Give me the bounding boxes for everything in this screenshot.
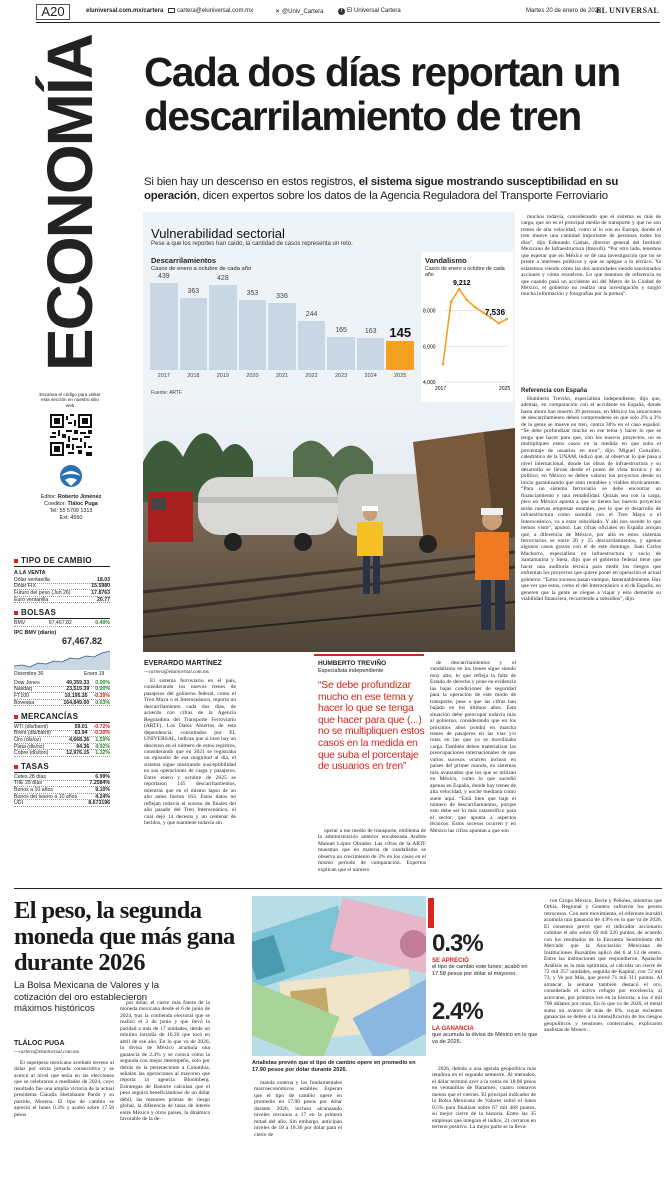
bar-value-label: 439: [157, 272, 170, 280]
eagle-logo-icon: [56, 464, 86, 490]
bar-value-label: 336: [276, 293, 288, 301]
article2-col1: El superpeso mexicano arrebató terreno al dólar por sexta jornada consecutiva y se acercó al nivel que tenía en las elecciones que se celebraron a mediados de 2024, cuyo resultado fue una amplia victoria de la actual presidenta Claudia Sheinbaum Pardo y su partido, Morena. El tipo de cambio se apreció el lunes 0.3% y acabó sobre 17.58 pesos: [14, 1060, 114, 1118]
article1-headline: [144, 50, 664, 138]
bar-year-label: 2019: [216, 373, 229, 379]
commodity-cell: 12,976.15: [66, 750, 90, 757]
article1-col4b: Humberto Treviño, especialista independiente, dijo que, además, en comparación con el accidente en España, donde hasta ahora han muerto 39 personas, en México las situaciones de descarrilamiento deben comprenderse en que solo 2% a 3% de la gente se mueve en tren, contra 30% en el caso español. “Se debe profundizar mucho en ese tema y hacer lo que se tenga que hacer para que, con los nuevos proyectos, no se multipliquen estos casos en la medida en que suba el porcentaje de usuarios en tren”, dijo. Miguel González, catedrático de la UNAM, indicó que, al observar lo que pasa a nivel internacional, donde las obras de infraestructura y su desarrollo se llevan desde el punto de vista técnico y no político, en México se deben valorar los proyectos desde su inicio garantizando que sean rentables y viables técnicamente. “Para un sistema ferroviario se debe encontrar un financiamiento y una rentabilidad. Quizás sea con la carga, pero en México apunta a que se tienen los nuevos proyectos serán nuevas empresas estatales, por lo que el desarrollo de infraestructura como sucedió con el Tren Maya o el Interoceánico, va a estar subsidiado. Y ahí nos sucede lo que hemos visto”, apuntó. Las cifras oficiales en España arrojan que, a diferencia de México, por allá es estos sistemas ferroviarios se entre 20 y 25 descarrilamientos, y apenas algunos casos graves con el de este domingo. Juan Carlos Machorro, especialista en infraestructura y socio de Santamarina y Steta, dijo que el gobierno federal tiene que hacer una auditoría técnica para medir los riesgos que enfrentan los proyectos que quiere poner en operación el actual gobierno. “Estos sucesos pasan siempre, lamentablemente. Hay que ver que estos, como el del Interoceánico o el de España, no generen que la gente se niegue a viajar y esto demerite su viabilidad financiera, recurriendo a subsidios”, dijo.: [521, 396, 661, 603]
rate-cell: Bonos a 10 años: [14, 786, 53, 793]
rate-cell: TIIE 28 días: [14, 780, 42, 787]
bar-value-label: 353: [246, 289, 259, 297]
train-photo: [143, 402, 515, 652]
rate-cell: 9.10%: [95, 786, 110, 793]
money-photo: [252, 896, 426, 1056]
ext-line: Ext: 4550: [59, 515, 83, 521]
commodity-cell: Plata (dls/oz): [14, 743, 45, 750]
index-cell: Bovespa: [14, 699, 35, 706]
article1-col1b: [240, 660, 312, 882]
fx-cell: Dólar FIX: [14, 583, 36, 590]
bar-value-label: 363: [187, 287, 200, 295]
header-paper: EL UNIVERSAL: [596, 6, 659, 15]
chart-panel: [143, 212, 515, 652]
bar-year-label: 2021: [275, 373, 289, 379]
article2-byline-mail[interactable]: —cartera@eluniversal.com.mx: [14, 1049, 79, 1055]
markets-box: [14, 556, 110, 892]
headline-line-2: descarrilamiento de tren: [144, 93, 581, 139]
mail-icon: [168, 8, 175, 13]
facebook-icon: f: [338, 8, 345, 15]
stat-1-label: SE APRECIÓ: [432, 958, 469, 964]
header-twitter[interactable]: ✕ @Univ_Cartera: [275, 9, 324, 15]
line-point: [442, 363, 445, 366]
bar-value-label: 244: [305, 311, 318, 319]
index-cell: 0.03%: [95, 699, 110, 706]
bar-2024: [357, 338, 385, 370]
commodity-cell: 94.36: [76, 743, 90, 750]
article2-col2: por dólar, el cierre más fuerte de la moneda mexicana desde el 6 de junio de 2024, tras la contienda electoral que se realizó el 2 de junio y que llevó la paridad a más de 17 unidades, desde un mínimo intradía de 16.26 que tocó en abril de ese año. En lo que va de 2026, la divisa de México acumula una ganancia de 2.4% y se coloca como la segunda con mejor desempeño, solo por detrás de la perteneciente a Colombia, señalan las operaciones al mayoreo que reporta la agencia Bloomberg. Estrategas de Banorte calculan que el peso seguirá beneficiándose de un dólar débil, las menores primas de riesgo global, la diferencia de tasas de interés entre México y otros países, la dinámica favorable de la de-: [120, 1000, 210, 1123]
quote-top-rule: [314, 654, 424, 656]
line-point: [506, 318, 509, 321]
index-row: [14, 700, 110, 707]
index-cell: 0.00%: [95, 686, 110, 693]
bar-year-label: 2022: [305, 373, 318, 379]
subhead-referencia: Referencia con España: [521, 388, 588, 394]
line-point: [482, 311, 485, 314]
rate-cell: 8.673196: [88, 800, 110, 807]
money-photo-caption: Analistas prevén que el tipo de cambio opere en promedio en 17.90 pesos por dólar durante 2026.: [252, 1060, 416, 1073]
qr-code-graphic: [50, 414, 92, 456]
bar-year-label: 2024: [364, 373, 377, 379]
tasas-rule: [14, 772, 110, 773]
fx-cell: Futuro del peso (Jun 26): [14, 589, 71, 596]
fx-cell: Dólar ventanilla: [14, 576, 50, 583]
rate-row: [14, 800, 110, 807]
header-facebook[interactable]: f El Universal Cartera: [338, 8, 401, 15]
article1-col3-text: de descarrilamientos y el vandalismo en los trenes sigue siendo muy alto, lo que refleja la falta de Estado de derecho y pone en evidencia las bajas condiciones de seguridad para la operación de este modo de transporte, pese a que las cifras han bajado en los últimos años. Esta situación debe preocupar todavía más al gobierno, considerando que en los próximos años pondrá en marcha trenes de pasajeros en las vías y/o rutas en las que ya se movilizaba carga. También deben materializar las preocupaciones internacionales de que varios sucesos ocurren incluso en países del primer mundo, en sistemas más avanzados que los que se utilizan en México, como lo que sucedió apenas en España, donde hay trenes de alta velocidad, y noche mediana como suele aquí. “Está bien que baje el número de descarrilamientos, porque esto debe ser lo más catastrófico para el sector, que apunta a aspectos técnicos. Estos sucesos ocurren y en México las cifras apuntan a que son: [430, 660, 516, 834]
index-cell: Nasdaq: [14, 686, 32, 693]
commodity-cell: -0.72%: [93, 723, 110, 730]
commodity-cell: -0.30%: [93, 730, 110, 737]
pull-quote: “Se debe profundizar mucho en ese tema y hacer lo que se tenga que hacer para que (...) no se multipliquen estos casos en la medida en que suba el porcentaje de usuarios en tren”: [318, 680, 425, 773]
rate-cell: 6.99%: [95, 773, 110, 780]
line-point-label: 7,536: [485, 307, 506, 317]
line-chart-title: Vandalismo: [425, 256, 467, 265]
bar-2017: [150, 283, 178, 370]
fx-row: [14, 597, 110, 604]
article1-col1: El sistema ferroviario en el país, considerando los nuevos trenes de pasajeros del gobierno federal, como el Tren Maya o el Interoceánico, reporta un descarrilamiento cada dos días, de acuerdo con cifras de la Agencia Reguladora del Transporte Ferroviario (ARTF). Los Datos Abiertos de esta dependencia, consultados por EL UNIVERSAL, indican que si bien hay un descenso en el número de estos registros, considerando que en 2021 se registraba un episodio de esa magnitud al día, el sistema sigue mostrando susceptibilidad en sus operaciones de carga y pasajeros. Entre enero y octubre de 2025 se reportaron 145 descarrilamientos, mientras que en el mismo lapso de un año antes fueron 163. Estos datos no reflejan todavía el suceso de finales del año pasado del Tren Interoceánico, el cual dejó 14 decesos y un centenar de heridos, y que mantiene todavía sin: [144, 678, 236, 826]
bar-2018: [180, 298, 208, 370]
rate-cell: Bonos del tesoro a 10 años: [14, 793, 78, 800]
bar-chart: [149, 274, 415, 384]
tel-line: Tel: 55 5709 1313: [49, 508, 93, 514]
money-photo-graphic: [252, 896, 426, 1056]
byline-2-role: Especialista independiente: [318, 668, 384, 674]
commodity-cell: 1.32%: [95, 750, 110, 757]
article2-headline: El peso, la segunda moneda que más gana durante 2026: [14, 897, 235, 976]
page-number: A20: [36, 4, 70, 20]
bar-year-label: 2025: [394, 373, 407, 379]
headline-line-1: Cada dos días reportan un: [144, 49, 620, 95]
fx-cell: Euro ventanilla: [14, 596, 49, 603]
merc-rule: [14, 722, 110, 723]
commodity-cell: 4,668.36: [69, 736, 90, 743]
x-tick-label: 2017: [435, 386, 447, 392]
header-email[interactable]: cartera@eluniversal.com.mx: [168, 8, 253, 14]
bar-2023: [327, 337, 355, 370]
bolsas-title: BOLSAS: [14, 608, 56, 617]
qr-caption: Escanea el código para visitar esta sección en nuestro sitio web: [39, 392, 101, 408]
line-point: [450, 301, 453, 304]
y-tick-label: 8,000: [423, 308, 436, 315]
ipc-from: Diciembre 30: [14, 671, 44, 677]
x-tick-label: 2025: [499, 386, 511, 392]
header-rule: [36, 22, 660, 23]
byline-1: EVERARDO MARTÍNEZ: [144, 660, 222, 667]
bar-year-label: 2020: [246, 373, 259, 379]
article2-col4: 2026, debido a una agenda geopolítica más retadora en el segundo semestre. Al menudeo, el dólar terminó ayer a la venta en 18.06 pesos en ventanillas de Banamex, cuatro centavos menos que el viernes. El principal indicador de la Bolsa Mexicana de Valores subió el lunes 0.5% para finalizar sobre 67 mil 468 puntos, su mejor cierre de la historia. Entre las 35 empresas que integran el índice, 21 cerraron en terreno positivo. La mejor parte se la lleva-: [432, 1066, 536, 1131]
newspaper-logo: [56, 464, 86, 490]
bar-year-label: 2017: [157, 373, 170, 379]
y-tick-label: 6,000: [423, 344, 436, 351]
stat-1-arrow-icon: [428, 898, 434, 928]
coeditor-line: Coeditor: Tláloc Puga: [44, 501, 98, 507]
stat-2-desc: que acumula la divisa de México en lo que va de 2026.: [432, 1032, 538, 1045]
stat-1-desc: el tipo de cambio este lunes; acabó en 17.58 pesos por dólar al mayoreo.: [432, 964, 528, 977]
index-cell: 10,195.35: [64, 692, 88, 699]
chart-title: Vulnerabilidad sectorial: [151, 226, 285, 241]
fx-sub: A LA VENTA: [14, 570, 46, 576]
line-point: [466, 299, 469, 302]
fx-title: TIPO DE CAMBIO: [14, 556, 92, 565]
stat-1: [432, 930, 542, 977]
chart-source: Fuente: ARTF: [151, 390, 183, 396]
indices-table: [14, 680, 110, 706]
rate-cell: 4.24%: [95, 793, 110, 800]
bar-2021: [268, 303, 296, 370]
ipc-to: Enero 19: [84, 671, 105, 677]
stat-2-label: LA GANANCIA: [432, 1026, 474, 1032]
index-cell: -0.39%: [93, 692, 110, 699]
line-point-label: 9,212: [453, 280, 471, 288]
ipc-value: 67,467.82: [62, 636, 103, 646]
bar-value-label: 145: [389, 325, 412, 341]
editor-line: Editor: Roberto Jiménez: [40, 494, 102, 500]
bar-2020: [239, 300, 267, 370]
bar-value-label: 163: [364, 327, 377, 335]
article2-deck: La Bolsa Mexicana de Valores y la cotización del oro establecieron máximos históricos: [14, 980, 160, 1015]
y-tick-label: 4,000: [423, 380, 436, 386]
section-name: ECONOMÍA: [34, 35, 106, 371]
rate-cell: 7.2584%: [89, 780, 110, 787]
section-name-vertical: [30, 28, 110, 378]
bar-chart-subtitle: Casos de enero a octubre de cada año: [151, 266, 252, 272]
fx-cell: 20.77: [97, 596, 110, 603]
commodity-row: [14, 750, 110, 757]
vandalismo-line: [443, 289, 507, 364]
line-chart: [421, 274, 513, 394]
header-date: Martes 20 de enero de 2026: [526, 8, 602, 14]
line-chart-subtitle: Casos de enero a octubre de cada año: [425, 266, 505, 278]
bar-2025: [386, 341, 414, 370]
bar-value-label: 428: [217, 274, 229, 282]
bar-2019: [209, 285, 237, 370]
index-cell: 23,515.39: [66, 686, 90, 693]
article2-col3: manda externa y los fundamentales macroeconómicos estables. Esperan que el tipo de cambio opere en promedio en 17.90 pesos por dólar durante 2026, incluso alcanzando niveles cercanos a 17 en la primera mitad del año. Sin embargo, anticipan niveles de 18 a 18.30 por dólar para el cierre de: [254, 1080, 342, 1138]
byline-2: HUMBERTO TREVIÑO: [318, 660, 387, 667]
bmv-row: BMV 67,467.82 0.49%: [14, 619, 110, 626]
index-cell: 164,849.00: [63, 699, 90, 706]
tasas-title: TASAS: [14, 762, 49, 771]
section-divider: [14, 888, 662, 889]
merc-table: [14, 724, 110, 757]
merc-title: MERCANCÍAS: [14, 712, 78, 721]
article1-col2: operar a ese medio de transporte, emblema de la administración anterior encabezada Andrés Manuel López Obrador. Las cifras de la ARTF muestran que en materia de vandalismo se observa un crecimiento de 3% en los casos en el mismo periodo de comparación. Expertos explican que el número: [318, 828, 426, 873]
fx-cell: 15.5980: [91, 583, 110, 590]
train-photo-graphic: [143, 402, 515, 652]
line-point: [474, 306, 477, 309]
stat-2-value: 2.4%: [432, 998, 483, 1025]
byline-1-mail[interactable]: —cartera@eluniversal.com.mx: [144, 669, 209, 675]
rate-cell: Cetes 28 días: [14, 773, 47, 780]
stat-2: [432, 998, 542, 1045]
fx-rule: [14, 566, 110, 567]
commodity-cell: 63.94: [74, 730, 88, 737]
staff-box: [34, 494, 108, 522]
fx-cell: 17.8763: [91, 589, 110, 596]
tasas-table: [14, 774, 110, 807]
ipc-sparkline-graphic: [14, 648, 110, 670]
bar-year-label: 2023: [334, 373, 348, 379]
commodity-cell: Cobre (dls/ton): [14, 750, 49, 757]
bar-2022: [298, 321, 326, 370]
line-point: [498, 322, 501, 325]
index-cell: 0.00%: [95, 679, 110, 686]
commodity-cell: 1.59%: [95, 736, 110, 743]
index-cell: 49,359.33: [66, 679, 90, 686]
commodity-cell: Brent (dls/barril): [14, 730, 51, 737]
commodity-cell: WTI (dls/barril): [14, 723, 49, 730]
commodity-cell: 59.01: [74, 723, 88, 730]
bar-year-label: 2018: [187, 373, 200, 379]
ipc-sparkline: [14, 648, 110, 670]
article1-deck: Si bien hay un descenso en estos registros, el sistema sigue mostrando susceptibilidad en su operación, dicen expertos sobre los datos de la Agencia Reguladora del Transporte Ferroviario: [144, 176, 619, 202]
fx-table: [14, 577, 110, 603]
x-icon: ✕: [275, 9, 281, 15]
article2-byline: TLÁLOC PUGA: [14, 1040, 65, 1047]
bar-value-label: 165: [335, 327, 347, 335]
article2-col5: ron Grupo México, Becle y Peñoles, mientras que Orbia, Regional y Gentera sufrieron los peores retrocesos. Con este movimiento, el referente bursátil acumula una ganancia de 4.9% en lo que va de 2026. El consenso prevé que el indicador accionario culmine el año sobre 69 mil 220 puntos, de acuerdo con los resultados de la Encuesta Sentimiento del Mercado que la Asociación Mexicana de Instituciones Bursátiles aplicó del 6 al 13 de enero. Entre las instituciones que respondieron, Apalache Análisis es la más optimista, al calcular un cierre de 72 mil 257 unidades, seguida de Kapital, con 72 mil 73, y Ve por Más, que prevé 71 mil 311 puntos. Al arrancar la semana también destacó el oro, considerado el activo refugio por excelencia, al acercarse, por primera vez en la historia, a los 4 mil 700 dólares por onza. En lo que va de 2026, el metal suma un avance de más de 8%, cuyas recientes ganancias se deben a la intensificación de los riesgos geopolíticos y tensiones comerciales, explicaron analistas de Monex.: [544, 898, 662, 1034]
rate-cell: UDI: [14, 800, 23, 807]
commodity-cell: Oro (dls/oz): [14, 736, 42, 743]
chart-subtitle: Pese a que los reportes han caído, la cantidad de casos representa un reto.: [151, 241, 353, 247]
page-header: [0, 0, 668, 22]
line-point: [458, 288, 461, 291]
stat-1-value: 0.3%: [432, 930, 483, 957]
index-cell: Dow Jones: [14, 679, 40, 686]
fx-cell: 18.03: [97, 576, 110, 583]
article1-col4a: muchos todavía, considerando que el sistema es más de carga, que no es el principal medio de transporte y que no son trenes de alta velocidad, como sí lo son en Europa, donde el tren mueve una cantidad importante de personas todos los días”, dijo Edmundo Gamas, director general del Instituto Mexicano de Infraestructura (Imexdi). “Por otro lado, tenemos que esperar que en México se dé una investigación que no se preste a intereses políticos y que se apegue a lo técnico. Ya estaremos viendo cómo las dos autoridades siendo sancionados acciones y cómo resuelven. Lo que tenemos de referencia es que cuando pasó un accidente así del Metro de la Ciudad de México, el gobierno no realizó una investigación y surgió mucha información y fotografías por la prensa”.: [521, 214, 661, 298]
index-cell: FT100: [14, 692, 29, 699]
qr-code[interactable]: [50, 414, 92, 456]
header-site[interactable]: eluniversal.com.mx/cartera: [86, 8, 164, 14]
ipc-label: IPC BMV (diario): [14, 630, 57, 636]
commodity-cell: 4.92%: [95, 743, 110, 750]
bar-chart-title: Descarrilamientos: [151, 256, 217, 265]
bolsas-rule: [14, 618, 110, 619]
